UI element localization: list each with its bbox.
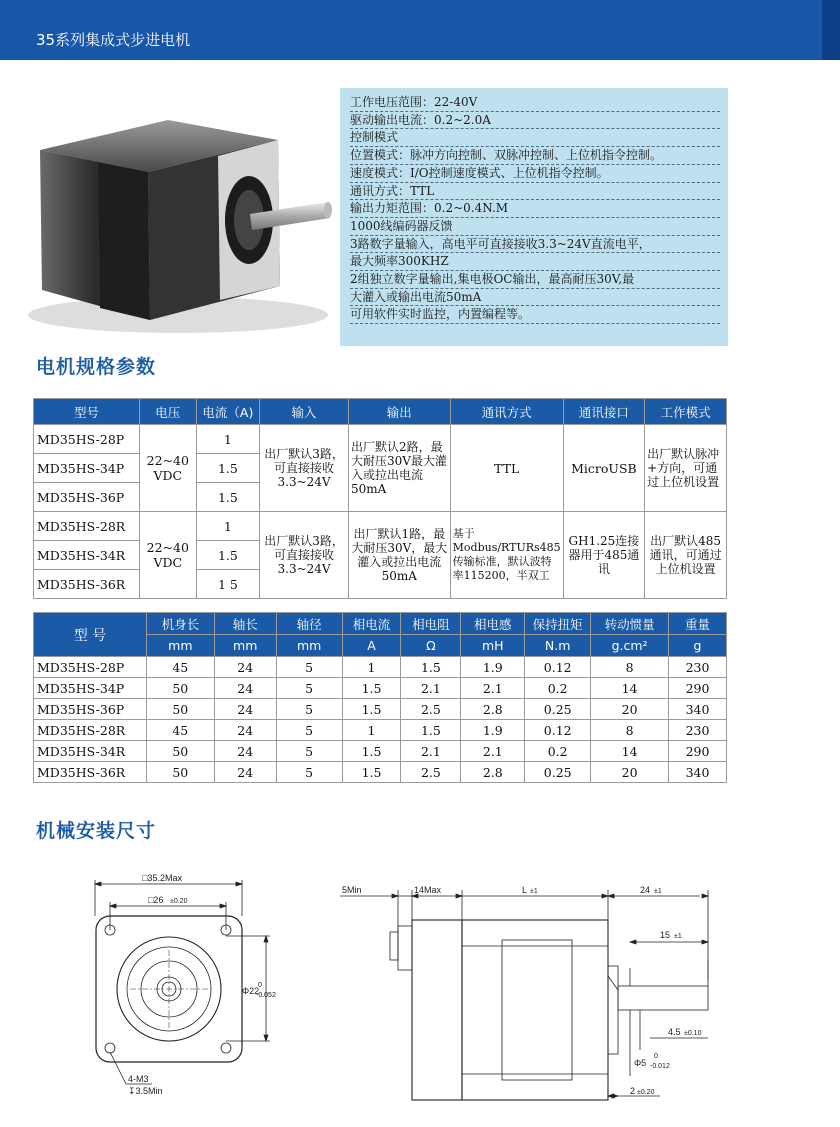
cell: 1.5 [401, 720, 461, 741]
dim-holes: □26 [148, 895, 164, 905]
current-cell: 1.5 [196, 483, 260, 512]
dim-5min: 5Min [342, 885, 362, 895]
unit-header: g.cm² [591, 635, 669, 657]
dim-2: 2 [630, 1086, 636, 1096]
cell: 1.5 [342, 678, 401, 699]
dim-15-tol: ±1 [674, 933, 682, 940]
col-header: 轴径 [276, 613, 342, 635]
cell: 50 [146, 741, 214, 762]
model-cell: MD35HS-34P [34, 454, 140, 483]
input-cell: 出厂默认3路，可直接接收3.3~24V [260, 512, 349, 599]
table-row [34, 762, 727, 783]
unit-header: N.m [525, 635, 591, 657]
cell: 0.2 [525, 741, 591, 762]
cell: 5 [276, 678, 342, 699]
cell: 1 [342, 657, 401, 678]
unit-header: Ω [401, 635, 461, 657]
dim-24: 24 [640, 885, 651, 895]
voltage-value: 22~40 [146, 540, 189, 555]
cell: 1.9 [461, 657, 525, 678]
cell: 2.1 [461, 741, 525, 762]
cell: 14 [591, 741, 669, 762]
comm-cell: 基于Modbus/RTURs485传输标准，默认波特率115200，半双工 [450, 512, 563, 599]
unit-header: A [342, 635, 401, 657]
cell: 8 [591, 657, 669, 678]
interface-cell: MicroUSB [563, 425, 645, 512]
cell: 1.5 [342, 741, 401, 762]
cell: 20 [591, 762, 669, 783]
model-cell: MD35HS-28R [34, 720, 147, 741]
cell: 0.12 [525, 657, 591, 678]
cell: 290 [669, 678, 727, 699]
dim-holes-tol: ±0.20 [170, 898, 188, 905]
model-cell: MD35HS-36P [34, 483, 140, 512]
table-row [34, 425, 727, 454]
motor-photo [28, 110, 338, 340]
cell: 14 [591, 678, 669, 699]
spec-line: 最大频率300KHZ [350, 253, 720, 271]
cell: 24 [214, 678, 276, 699]
output-cell: 出厂默认1路，最大耐压30V，最大灌入或拉出电流50mA [348, 512, 450, 599]
unit-header: mm [276, 635, 342, 657]
spec-line: 1000线编码器反馈 [350, 218, 720, 236]
col-header-output: 输出 [348, 399, 450, 425]
spec-line: 速度模式：I/O控制速度模式、上位机指令控制。 [350, 165, 720, 183]
dim-boss: Φ22 [242, 986, 260, 996]
cell: 1.5 [342, 699, 401, 720]
spec-line: 通讯方式：TTL [350, 183, 720, 201]
table-row [34, 699, 727, 720]
table-row [34, 512, 727, 541]
cell: 2.1 [401, 678, 461, 699]
voltage-unit: VDC [153, 555, 183, 570]
model-cell: MD35HS-34P [34, 678, 147, 699]
screw-depth: ↧3.5Min [128, 1086, 163, 1096]
col-header: 机身长 [146, 613, 214, 635]
dim-24-tol: ±1 [654, 888, 662, 895]
cell: 2.8 [461, 762, 525, 783]
spec-line: 可用软件实时监控，内置编程等。 [350, 306, 720, 324]
cell: 1 [342, 720, 401, 741]
cell: 50 [146, 678, 214, 699]
cell: 5 [276, 699, 342, 720]
spec-line: 工作电压范围：22-40V [350, 94, 720, 112]
voltage-unit: VDC [153, 468, 183, 483]
cell: 2.5 [401, 699, 461, 720]
col-header-model: 型 号 [34, 613, 147, 657]
spec-table-mechanical [33, 612, 727, 783]
dim-boss-tol-top: 0 [258, 982, 262, 989]
col-header-voltage: 电压 [139, 399, 196, 425]
col-header-comm: 通讯方式 [450, 399, 563, 425]
dim-outer: □35.2Max [142, 873, 182, 883]
mode-cell: 出厂默认脉冲+方向，可通过上位机设置 [645, 425, 727, 512]
output-cell: 出厂默认2路，最大耐压30V最大灌入或拉出电流50mA [348, 425, 450, 512]
cell: 1.5 [401, 657, 461, 678]
cell: 2.1 [461, 678, 525, 699]
current-cell: 1 [196, 425, 260, 454]
unit-header: mH [461, 635, 525, 657]
cell: 50 [146, 762, 214, 783]
cell: 24 [214, 657, 276, 678]
cell: 45 [146, 657, 214, 678]
input-cell: 出厂默认3路，可直接接收3.3~24V [260, 425, 349, 512]
dim-45-tol: ±0.10 [684, 1030, 702, 1037]
model-cell: MD35HS-36R [34, 570, 140, 599]
cell: 20 [591, 699, 669, 720]
col-header-input: 输入 [260, 399, 349, 425]
spec-table-electrical [33, 398, 727, 599]
model-cell: MD35HS-28R [34, 512, 140, 541]
cell: 0.25 [525, 699, 591, 720]
cell: 50 [146, 699, 214, 720]
table-row [34, 657, 727, 678]
cell: 24 [214, 720, 276, 741]
dim-shaft-tol-bottom: -0.012 [650, 1063, 670, 1070]
cell: 0.25 [525, 762, 591, 783]
col-header: 相电感 [461, 613, 525, 635]
cell: 5 [276, 657, 342, 678]
unit-header: mm [214, 635, 276, 657]
cell: 1.5 [342, 762, 401, 783]
spec-line: 2组独立数字量输出,集电极OC输出，最高耐压30V,最 [350, 271, 720, 289]
dim-15: 15 [660, 930, 671, 940]
side-view-drawing [340, 880, 740, 1110]
spec-line: 位置模式：脉冲方向控制、双脉冲控制、上位机指令控制。 [350, 147, 720, 165]
col-header: 相电阻 [401, 613, 461, 635]
header-accent [822, 0, 840, 60]
cell: 340 [669, 762, 727, 783]
cell: 0.2 [525, 678, 591, 699]
section-title-specs: 电机规格参数 [36, 356, 157, 378]
current-cell: 1 5 [196, 570, 260, 599]
col-header: 重量 [669, 613, 727, 635]
col-header-current: 电流（A) [196, 399, 260, 425]
col-header-interface: 通讯接口 [563, 399, 645, 425]
header-bar [0, 0, 840, 60]
cell: 290 [669, 741, 727, 762]
col-header-model: 型号 [34, 399, 140, 425]
cell: 5 [276, 741, 342, 762]
cell: 45 [146, 720, 214, 741]
dim-shaft-tol-top: 0 [654, 1053, 658, 1060]
interface-cell: GH1.25连接器用于485通讯 [563, 512, 645, 599]
section-title-dimensions: 机械安装尺寸 [36, 820, 157, 842]
header-title: 35系列集成式步进电机 [36, 31, 191, 49]
cell: 0.12 [525, 720, 591, 741]
dim-L-tol: ±1 [530, 888, 538, 895]
dim-shaft: Φ5 [634, 1058, 647, 1068]
unit-header: mm [146, 635, 214, 657]
dim-14max: 14Max [414, 885, 442, 895]
col-header: 转动惯量 [591, 613, 669, 635]
cell: 230 [669, 657, 727, 678]
current-cell: 1.5 [196, 541, 260, 570]
cell: 2.5 [401, 762, 461, 783]
model-cell: MD35HS-36R [34, 762, 147, 783]
unit-header: g [669, 635, 727, 657]
model-cell: MD35HS-34R [34, 541, 140, 570]
col-header: 相电流 [342, 613, 401, 635]
dim-boss-tol-bottom: -0.052 [256, 992, 276, 999]
voltage-cell [139, 512, 196, 599]
table-row [34, 741, 727, 762]
model-cell: MD35HS-36P [34, 699, 147, 720]
table-row [34, 720, 727, 741]
cell: 24 [214, 741, 276, 762]
cell: 2.8 [461, 699, 525, 720]
current-cell: 1 [196, 512, 260, 541]
model-cell: MD35HS-28P [34, 657, 147, 678]
col-header-mode: 工作模式 [645, 399, 727, 425]
col-header: 保持扭矩 [525, 613, 591, 635]
cell: 2.1 [401, 741, 461, 762]
spec-line: 3路数字量输入，高电平可直接接收3.3~24V直流电平， [350, 236, 720, 254]
voltage-cell [139, 425, 196, 512]
cell: 24 [214, 762, 276, 783]
screw-label: 4-M3 [128, 1074, 149, 1084]
model-cell: MD35HS-34R [34, 741, 147, 762]
cell: 1.9 [461, 720, 525, 741]
model-cell: MD35HS-28P [34, 425, 140, 454]
col-header: 轴长 [214, 613, 276, 635]
voltage-value: 22~40 [146, 453, 189, 468]
cell: 340 [669, 699, 727, 720]
spec-line: 输出力矩范围：0.2~0.4N.M [350, 200, 720, 218]
dim-45: 4.5 [668, 1027, 681, 1037]
dim-L: L [522, 885, 528, 895]
cell: 5 [276, 720, 342, 741]
table-row [34, 678, 727, 699]
dim-2-tol: ±0.20 [637, 1089, 655, 1096]
front-view-drawing [80, 870, 280, 1110]
cell: 24 [214, 699, 276, 720]
spec-line: 大灌入或输出电流50mA [350, 289, 720, 307]
spec-summary-box [340, 88, 728, 346]
comm-cell: TTL [450, 425, 563, 512]
spec-line: 驱动输出电流：0.2~2.0A [350, 112, 720, 130]
current-cell: 1.5 [196, 454, 260, 483]
cell: 5 [276, 762, 342, 783]
cell: 8 [591, 720, 669, 741]
mode-cell: 出厂默认485通讯，可通过上位机设置 [645, 512, 727, 599]
spec-line: 控制模式 [350, 129, 720, 147]
cell: 230 [669, 720, 727, 741]
